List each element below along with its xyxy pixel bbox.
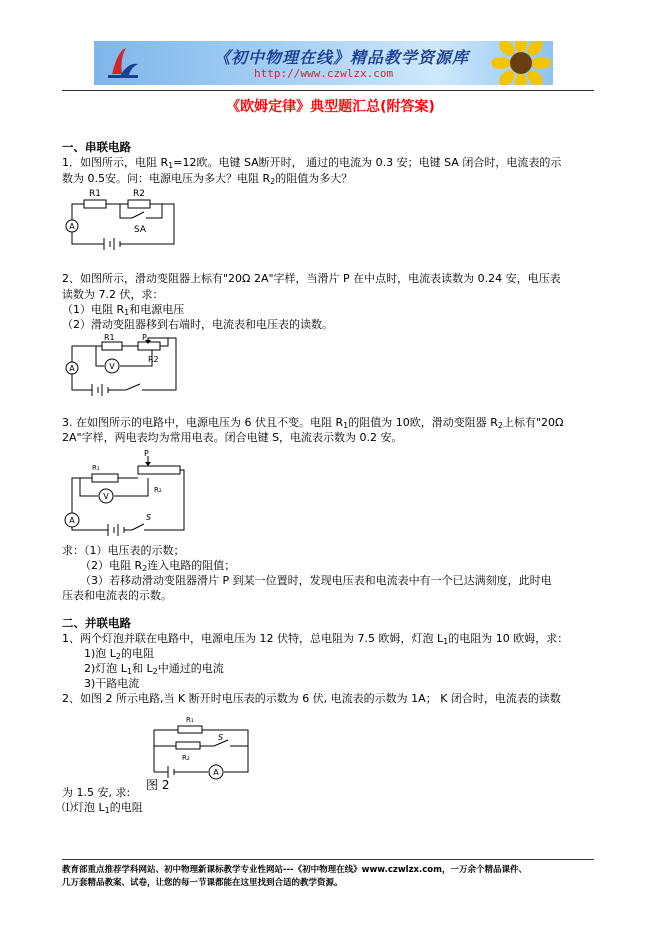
site-logo-icon xyxy=(104,44,142,82)
fig1-switch-label: SA xyxy=(134,225,147,235)
s2-q2-line2: 为 1.5 安, 求: xyxy=(62,786,131,799)
fig1-r2-label: R2 xyxy=(133,189,145,199)
footer-line1: 教育部重点推荐学科网站、初中物理新课标教学专业性网站---《初中物理在线》www.czwlzx.com，一万余个精品课件、 xyxy=(62,865,527,875)
banner-title: 《初中物理在线》精品教学资源库 xyxy=(214,48,470,67)
fig3-r1-label: R₁ xyxy=(92,464,100,472)
fig1-r1-label: R1 xyxy=(89,189,101,199)
fig3-r2-label: R₂ xyxy=(154,486,162,494)
s1-q1-line1: 1．如图所示，电阻 $R_1=12$欧。电键 SA断开时， 通过的电流为 0.3 安；电键 SA 闭合时，电流表的示 xyxy=(62,156,562,170)
s2-q2-line1: 2、如图 2 所示电路,当 K 断开时电压表的示数为 6 伏, 电流表的示数为 1A； K 闭合时，电流表的读数 xyxy=(62,692,561,705)
fig4-r2-label: R₂ xyxy=(182,754,190,762)
fig3-ammeter-label: A xyxy=(69,516,75,525)
s1-q2-circuit-diagram xyxy=(62,332,182,398)
s1-q3-circuit-diagram xyxy=(62,450,190,536)
s1-q3-item2: （2）电阻 $R_2$连入电路的阻值； xyxy=(80,559,236,573)
fig3-voltmeter-label: V xyxy=(103,492,109,501)
s2-q2-fig-caption: 图 2 xyxy=(146,778,170,792)
fig4-r1-label: R₁ xyxy=(186,716,194,724)
footer xyxy=(62,864,527,890)
s1-q2-line2: 读数为 7.2 伏，求： xyxy=(62,288,164,301)
s1-q3-line2: 2A"字样，两电表均为常用电表。闭合电键 S，电流表示数为 0.2 安。 xyxy=(62,431,403,444)
fig2-r2-label: R2 xyxy=(148,355,159,364)
s1-q1-circuit-diagram xyxy=(62,186,187,256)
s2-q1-item3: 3)干路电流 xyxy=(84,677,140,690)
fig4-switch-label: S xyxy=(218,733,224,742)
s1-q3-item3-line2: 压表和电流表的示数。 xyxy=(62,589,172,602)
footer-line2: 几万套精品教案、试卷，让您的每一节课都能在这里找到合适的教学资源。 xyxy=(62,878,343,888)
fig2-r1-label: R1 xyxy=(104,333,115,342)
fig3-p-label: P xyxy=(144,450,149,458)
s1-q2-item2: （2）滑动变阻器移到右端时，电流表和电压表的读数。 xyxy=(62,318,333,331)
fig4-ammeter-label: A xyxy=(213,768,219,777)
banner-url[interactable]: http://www.czwlzx.com xyxy=(254,67,394,80)
s1-q3-line1: 3. 在如图所示的电路中，电源电压为 6 伏且不变。电阻 $R_1$的阻值为 10欧，滑动变阻器 $R_2$上标有"20Ω xyxy=(62,416,564,430)
fig2-p-label: P xyxy=(142,333,147,342)
s1-q2-item1: （1）电阻 $R_1$和电源电压 xyxy=(62,303,185,317)
s1-q1-line2: 数为 0.5安。问：电源电压为多大？电阻 $R_2$的阻值为多大？ xyxy=(62,172,353,186)
s1-q2-line1: 2、如图所示，滑动变阻器上标有"20Ω 2A"字样，当滑片 P 在中点时，电流表读数为 0.24 安，电压表 xyxy=(62,272,561,285)
fig2-voltmeter-label: V xyxy=(109,362,115,371)
section2-heading: 二、并联电路 xyxy=(62,616,131,630)
s2-q2-item1: ⑴灯泡 $L_1$的电阻 xyxy=(62,801,143,815)
s2-q1-item1: 1)泡 $L_2$的电阻 xyxy=(84,647,155,661)
header-rule xyxy=(62,90,594,91)
sunflower-icon xyxy=(491,41,551,85)
s2-q2-circuit-diagram xyxy=(148,712,258,788)
s2-q1-item2: 2)灯泡 $L_1$和 $L_2$中通过的电流 xyxy=(84,662,224,676)
fig2-ammeter-label: A xyxy=(69,364,75,373)
fig1-ammeter-label: A xyxy=(69,222,75,231)
header-banner xyxy=(94,41,553,85)
s1-q3-item3-line1: （3）若移动滑动变阻器滑片 P 到某一位置时，发现电压表和电流表中有一个已达满刻度，此时电 xyxy=(80,574,552,587)
footer-rule xyxy=(62,859,594,860)
s1-q3-ask: 求：（1）电压表的示数； xyxy=(62,544,185,557)
page-title: 《欧姆定律》典型题汇总(附答案) xyxy=(226,99,435,115)
s2-q1-line1: 1、两个灯泡并联在电路中，电源电压为 12 伏特，总电阻为 7.5 欧姆，灯泡 $L_1$的电阻为 10 欧姆，求： xyxy=(62,632,569,646)
fig3-switch-label: S xyxy=(146,513,152,522)
section1-heading: 一、串联电路 xyxy=(62,140,131,154)
